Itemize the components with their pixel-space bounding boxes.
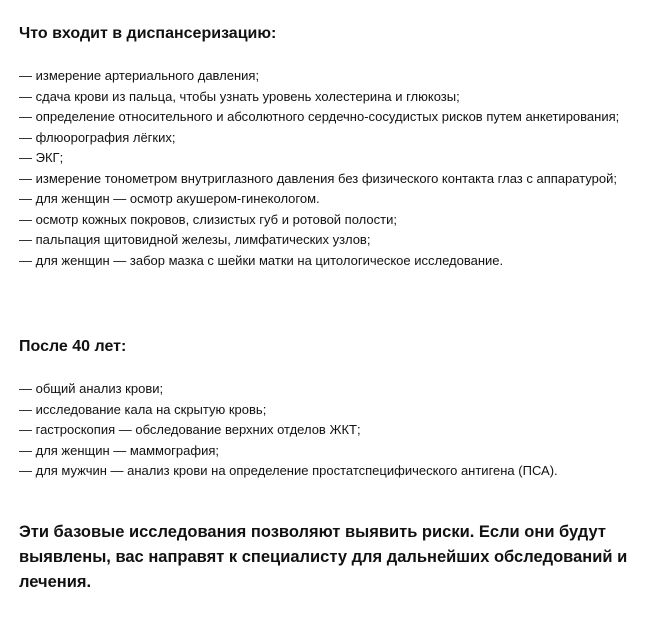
list-item: — для женщин — забор мазка с шейки матки на цитологическое исследование.: [19, 252, 504, 268]
list-item: — осмотр кожных покровов, слизистых губ и ротовой полости;: [19, 211, 397, 227]
checkup-items-list: [19, 66, 641, 271]
list-item: — измерение тонометром внутриглазного давления без физического контакта глаз с аппаратурой;: [19, 170, 617, 186]
list-item: — флюорография лёгких;: [19, 129, 176, 145]
section-title-after-40: После 40 лет:: [19, 338, 127, 355]
list-item: — ЭКГ;: [19, 150, 64, 165]
list-item: — общий анализ крови;: [19, 381, 164, 396]
list-item: — для женщин — маммография;: [19, 442, 219, 458]
list-item: — для мужчин — анализ крови на определение простатспецифического антигена (ПСА).: [19, 463, 558, 478]
after-40-items-list: [19, 379, 641, 482]
list-item: — гастроскопия — обследование верхних отделов ЖКТ;: [19, 422, 361, 437]
list-item: — определение относительного и абсолютного сердечно-сосудистых рисков путем анкетирования;: [19, 109, 620, 124]
list-item: — пальпация щитовидной железы, лимфатических узлов;: [19, 232, 371, 247]
conclusion-paragraph: Эти базовые исследования позволяют выявить риски. Если они будут выявлены, вас направят к специалисту для дальнейших обследований и лечения.: [19, 523, 628, 591]
list-item: — для женщин — осмотр акушером-гинекологом.: [19, 191, 320, 206]
list-item: — сдача крови из пальца, чтобы узнать уровень холестерина и глюкозы;: [19, 88, 460, 104]
list-item: — исследование кала на скрытую кровь;: [19, 401, 267, 417]
section-title-checkup: Что входит в диспансеризацию:: [19, 25, 277, 42]
list-item: — измерение артериального давления;: [19, 68, 260, 83]
